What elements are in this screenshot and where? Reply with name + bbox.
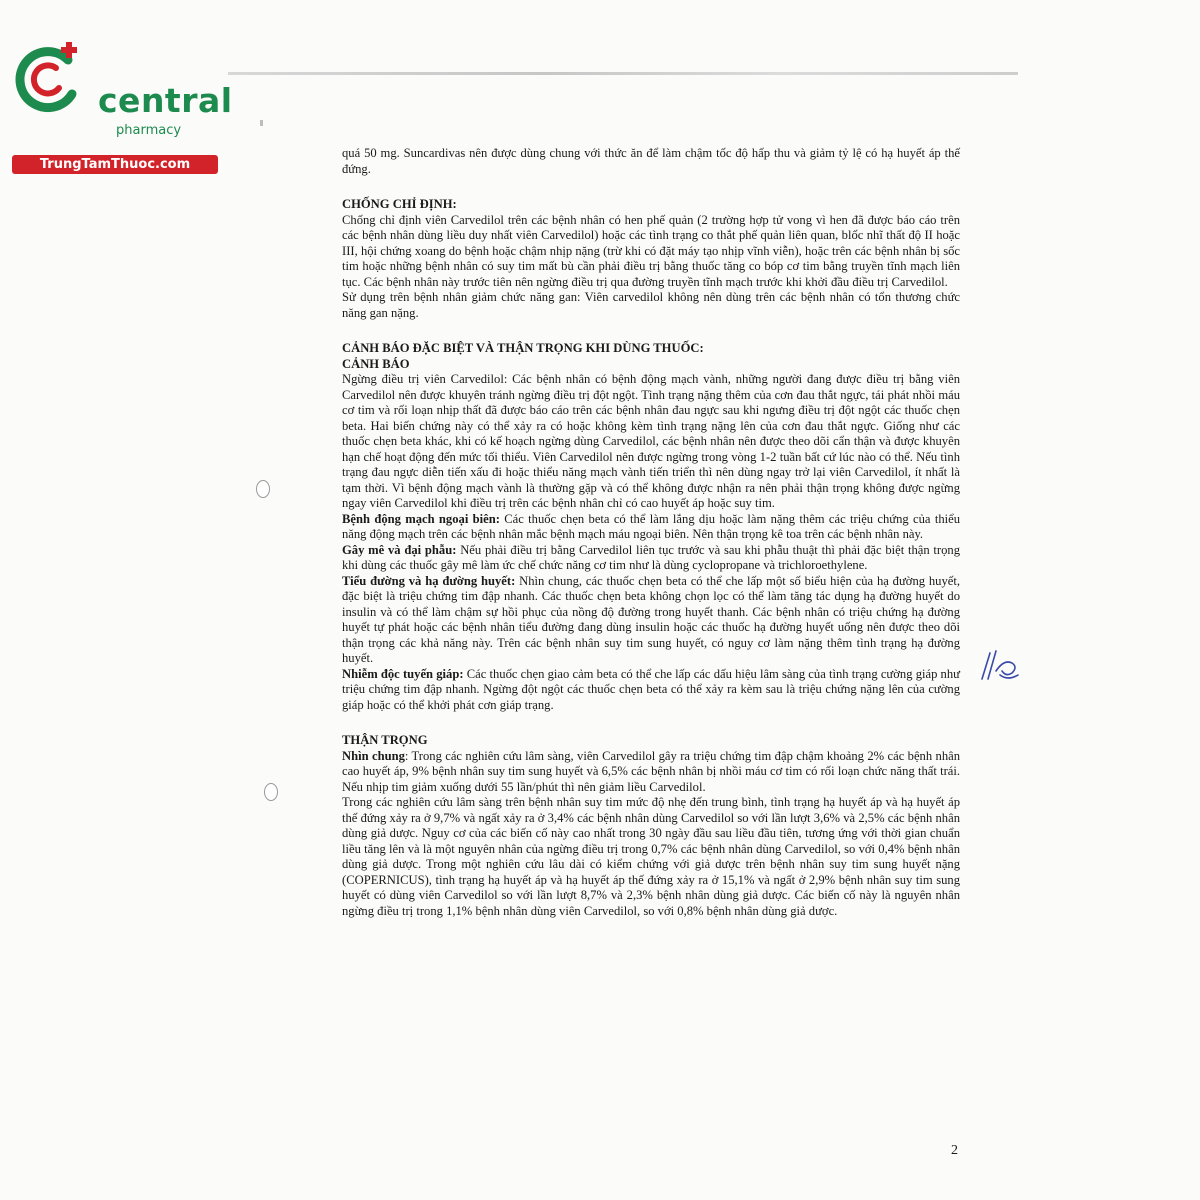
punch-hole-bottom	[264, 783, 278, 801]
warning-item-text: Nếu phải điều trị bằng Carvedilol liên tục trước và sau khi phẫu thuật thì phải đặc biệt thận trọng khi dùng các thuốc gây mê làm ức chế chức năng cơ tim như là dùng cyclopropane và trichloroethylene.	[342, 542, 960, 572]
warning-item	[342, 574, 960, 667]
warning-item-label: Tiểu đường và hạ đường huyết:	[342, 573, 516, 588]
precautions-label: Nhìn chung	[342, 748, 405, 763]
handwritten-initials	[978, 645, 1022, 685]
scan-top-rule	[228, 72, 1018, 75]
brand-subtitle: pharmacy	[116, 123, 182, 138]
discontinuation-paragraph: Ngừng điều trị viên Carvedilol: Các bệnh nhân có bệnh động mạch vành, những người đang được điều trị bằng viên Carvedilol nên được khuyên tránh ngừng điều trị đột ngột. Tình trạng nặng thêm của cơn đau thắt ngực, tái phát nhồi máu cơ tim và rối loạn nhịp thất đã được báo cáo trên các bệnh nhân đau ngực sau khi ngưng điều trị đột ngột các thuốc chẹn beta. Hai biến chứng này có thể xảy ra có hoặc không kèm tình trạng nặng lên của cơn đau thắt ngực. Giống như các thuốc chẹn beta khác, khi có kế hoạch ngừng dùng Carvedilol, các bệnh nhân nên được theo dõi cẩn thận và được khuyên hạn chế hoạt động đến mức tối thiểu. Viên Carvedilol nên được ngừng trong vòng 1-2 tuần bất cứ lúc nào có thể. Nếu tình trạng đau ngực diễn tiến xấu đi hoặc thiểu năng mạch vành tiến triển thì nên dùng ngay trở lại viên Carvedilol, ít nhất là tạm thời. Vì bệnh động mạch vành là thường gặp và có thể không được nhận ra nên phải thận trọng không được ngừng ngay viên Carvedilol khi điều trị trên các bệnh nhân chỉ có cao huyết áp hoặc suy tim.	[342, 372, 960, 510]
document-body	[342, 146, 960, 919]
brand-website[interactable]: TrungTamThuoc.com	[12, 155, 218, 174]
warning-item	[342, 512, 960, 543]
precautions-paragraph	[342, 749, 960, 796]
contraindications-heading: CHỐNG CHỈ ĐỊNH:	[342, 197, 457, 211]
brand-logo[interactable]	[10, 38, 233, 172]
warning-item	[342, 667, 960, 714]
warning-item-text: Nhìn chung, các thuốc chẹn beta có thể che lấp một số biểu hiện của hạ đường huyết, đặc biệt là triệu chứng tim đập nhanh. Các thuốc chẹn beta không chọn lọc có thể làm tăng tác dụng hạ đường huyết do insulin và có thể làm chậm sự hồi phục của nồng độ đường trong huyết thanh. Các bệnh nhân có triệu chứng hạ đường huyết tự phát hoặc các bệnh nhân tiểu đường đang dùng insulin hoặc các thuốc hạ đường huyết uống nên được theo dõi thận trọng các khả năng này. Trên các bệnh nhân suy tim sung huyết, có nguy cơ làm nặng thêm tình trạng hạ đường huyết.	[342, 573, 961, 665]
brand-name: central	[98, 81, 233, 120]
precautions-text: : Trong các nghiên cứu lâm sàng, viên Carvedilol gây ra triệu chứng tim đập chậm khoảng 2% các bệnh nhân cao huyết áp, 9% bệnh nhân suy tim sung huyết và 6,5% các bệnh nhân bị nhồi máu cơ tim có rối loạn chức năng thất trái. Nếu nhịp tim giảm xuống dưới 55 lần/phút thì nên giảm liều Carvedilol.	[342, 748, 961, 794]
warning-item-text: Các thuốc chẹn beta có thể làm lắng dịu hoặc làm nặng thêm các triệu chứng của thiểu năng động mạch trên các bệnh nhân mắc bệnh mạch máu ngoại biên. Nên thận trọng kê toa trên các bệnh nhân này.	[342, 511, 960, 541]
precautions-heading: THẬN TRỌNG	[342, 733, 428, 747]
central-pharmacy-logo-icon	[10, 38, 90, 118]
contraindications-paragraph: Chống chỉ định viên Carvedilol trên các bệnh nhân có hen phế quản (2 trường hợp tử vong vì hen đã được báo cáo trên các bệnh nhân dùng liều duy nhất viên Carvedilol) hoặc các tình trạng co thắt phế quản liên quan, blốc nhĩ thất độ II hoặc III, hội chứng xoang do bệnh hoặc chậm nhịp nặng (trừ khi có đặt máy tạo nhịp vĩnh viễn), hoặc trên các bệnh nhân bị sốc tim hoặc những bệnh nhân có suy tim mất bù cần phải điều trị bằng thuốc tăng co bóp cơ tim bằng truyền tĩnh mạch liên tục. Các bệnh nhân này trước tiên nên ngừng điều trị qua đường truyền tĩnh mạch trước khi khởi đầu điều trị Carvedilol.	[342, 212, 960, 289]
warning-item-text: Các thuốc chẹn giao cảm beta có thể che lấp các dấu hiệu lâm sàng của tình trạng cường giáp như triệu chứng tim đập nhanh. Ngừng đột ngột các thuốc chẹn beta có thể xảy ra kèm sau là triệu chứng nặng lên của cường giáp hoặc có thể khởi phát cơn giáp trạng.	[342, 666, 960, 712]
scan-speck	[260, 120, 263, 126]
warnings-precautions-heading: CẢNH BÁO ĐẶC BIỆT VÀ THẬN TRỌNG KHI DÙNG THUỐC:	[342, 341, 704, 355]
hepatic-impairment-paragraph: Sử dụng trên bệnh nhân giảm chức năng gan: Viên carvedilol không nên dùng trên các bệnh nhân có tổn thương chức năng gan nặng.	[342, 290, 960, 320]
page-number: 2	[951, 1143, 958, 1158]
hypotension-syncope-paragraph: Trong các nghiên cứu lâm sàng trên bệnh nhân suy tim mức độ nhẹ đến trung bình, tình trạng hạ huyết áp và hạ huyết áp thế đứng xảy ra ở 9,7% và ngất xảy ra ở 3,4% các bệnh nhân dùng Carvedilol so với lần lượt 3,6% và 2,5% các bệnh nhân dùng giả dược. Nguy cơ của các biến cố này cao nhất trong 30 ngày đầu sau liều đầu tiên, tương ứng với thời gian chuẩn liều tăng lên và là một nguyên nhân của ngừng điều trị trong 0,7% các bệnh nhân dùng Carvedilol, so với 0,4% bệnh nhân dùng giả dược. Trong một nghiên cứu lâu dài có kiểm chứng với giả dược trên bệnh nhân suy tim sung huyết nặng (COPERNICUS), tình trạng hạ huyết áp và hạ huyết áp thế đứng xảy ra ở 15,1% và ngất ở 2,9% bệnh nhân suy tim sung huyết có dùng viên Carvedilol so với lần lượt 8,7% và 2,3% bệnh nhân dùng giả dược. Các biến cố này là nguyên nhân ngừng điều trị trong 1,1% bệnh nhân dùng viên Carvedilol, so với 0,8% bệnh nhân dùng giả dược.	[342, 795, 960, 918]
intro-paragraph: quá 50 mg. Suncardivas nên được dùng chung với thức ăn để làm chậm tốc độ hấp thu và giảm tỷ lệ có hạ huyết áp thế đứng.	[342, 146, 960, 176]
warning-item-label: Bệnh động mạch ngoại biên:	[342, 511, 500, 526]
warning-item	[342, 543, 960, 574]
warning-item-label: Gây mê và đại phẫu:	[342, 542, 457, 557]
warning-item-label: Nhiễm độc tuyến giáp:	[342, 666, 464, 681]
warnings-subheading: CẢNH BÁO	[342, 356, 410, 371]
punch-hole-top	[256, 480, 270, 498]
